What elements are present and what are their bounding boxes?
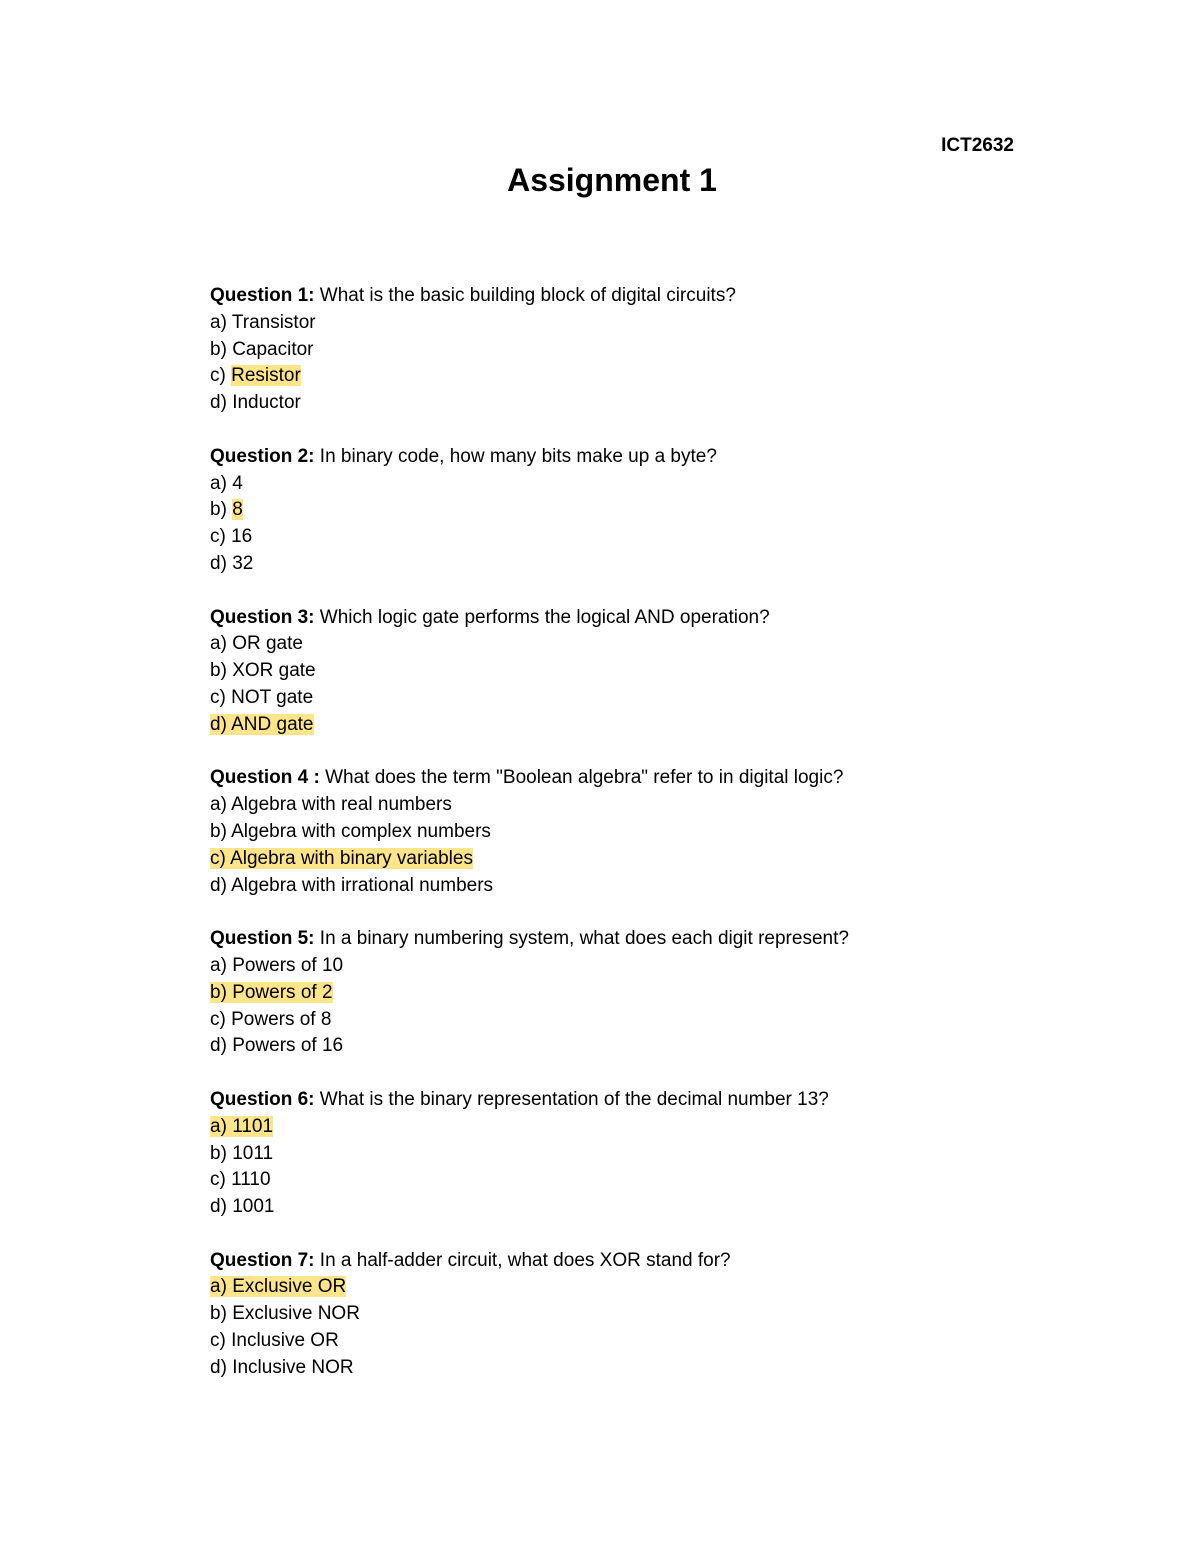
option-letter: a) [210,633,233,655]
question-text: Which logic gate performs the logical AND operation? [314,606,770,628]
option-letter: a) [210,1115,233,1137]
option-text: Algebra with binary variables [230,847,473,869]
option-letter: a) [210,1276,233,1298]
answer-option [210,792,1090,819]
option-letter: a) [210,311,232,333]
question-label: Question 6: [210,1088,315,1110]
option-letter: b) [210,981,233,1003]
answer-option [210,631,1090,658]
answer-option [210,1355,1090,1382]
question-label: Question 1: [210,285,315,306]
question-text: In binary code, how many bits make up a byte? [314,445,717,467]
option-letter: b) [210,820,232,842]
answer-option [210,363,1090,390]
option-text: Powers of 8 [231,1008,332,1030]
page-title: Assignment 1 [507,162,717,198]
question-prompt [210,1087,1090,1114]
answer-option [210,819,1090,846]
option-letter: d) [210,1196,233,1218]
answer-highlight [210,982,333,1003]
question-prompt [210,283,1090,310]
question-label: Question 4 : [210,767,320,789]
answer-option [210,1194,1090,1221]
question-block-3 [210,605,1090,739]
option-letter: d) [210,1356,233,1378]
answer-option [210,953,1090,980]
option-letter: b) [210,1142,233,1164]
option-letter: d) [210,1035,233,1057]
answer-option [210,1167,1090,1194]
question-block-7 [210,1248,1090,1382]
option-text: 1110 [231,1169,271,1191]
answer-option [210,1274,1090,1301]
option-text: Inclusive NOR [232,1356,354,1378]
answer-option [210,337,1090,364]
option-letter: b) [210,338,233,360]
answer-highlight [210,714,314,735]
answer-highlight [210,1276,346,1297]
option-text-highlighted: Resistor [231,365,301,387]
option-text: Exclusive NOR [232,1303,360,1325]
question-block-2 [210,444,1090,578]
answer-option [210,310,1090,337]
answer-option [210,1033,1090,1060]
option-letter: c) [210,526,232,548]
course-code: ICT2632 [941,135,1014,156]
option-text: 32 [232,552,254,574]
option-letter: c) [210,1169,232,1191]
answer-highlight [210,1116,273,1137]
option-letter: c) [210,686,232,708]
option-text: Algebra with real numbers [231,794,452,816]
option-text: Powers of 10 [232,954,344,976]
option-text: Algebra with irrational numbers [231,874,494,896]
answer-option [210,846,1090,873]
option-text: Transistor [231,311,316,333]
option-text: 16 [231,526,253,548]
option-letter: b) [210,499,233,521]
question-text: What does the term "Boolean algebra" refer to in digital logic? [319,767,844,789]
option-letter: c) [210,365,232,387]
option-letter: d) [210,552,233,574]
answer-option [210,551,1090,578]
option-text: Powers of 2 [232,981,333,1003]
option-letter: a) [210,794,232,816]
option-letter: d) [210,874,232,896]
option-text: Powers of 16 [232,1035,344,1057]
option-text: Inductor [232,392,301,414]
answer-option [210,1114,1090,1141]
option-text: Inclusive OR [231,1330,339,1352]
answer-option [210,1301,1090,1328]
option-text: 1011 [232,1142,274,1164]
option-text: Capacitor [232,338,314,360]
question-text: In a half-adder circuit, what does XOR stand for? [314,1249,731,1271]
question-prompt [210,926,1090,953]
question-label: Question 5: [210,928,315,950]
answer-option [210,658,1090,685]
option-text: Algebra with complex numbers [231,820,491,842]
question-list [210,283,1090,1408]
option-text: 1101 [232,1115,274,1137]
question-block-4 [210,765,1090,899]
option-letter: c) [210,1008,232,1030]
question-label: Question 3: [210,606,315,628]
question-prompt [210,1248,1090,1275]
answer-option [210,980,1090,1007]
question-label: Question 7: [210,1249,315,1271]
question-text: What is the binary representation of the decimal number 13? [314,1088,829,1110]
answer-option [210,471,1090,498]
answer-option [210,873,1090,900]
answer-option [210,497,1090,524]
question-prompt [210,605,1090,632]
question-block-5 [210,926,1090,1060]
option-text: XOR gate [232,660,316,682]
question-prompt [210,444,1090,471]
question-prompt [210,765,1090,792]
question-block-6 [210,1087,1090,1221]
option-text: 1001 [232,1196,275,1218]
answer-option [210,1141,1090,1168]
question-label: Question 2: [210,445,315,467]
option-text: NOT gate [231,686,314,708]
answer-highlight [210,848,473,869]
option-letter: c) [210,847,231,869]
option-letter: d) [210,713,232,735]
option-text: OR gate [232,633,303,655]
question-text: What is the basic building block of digital circuits? [314,285,736,306]
option-letter: d) [210,392,233,414]
option-letter: a) [210,954,233,976]
answer-option [210,712,1090,739]
answer-option [210,685,1090,712]
option-letter: b) [210,660,233,682]
option-text-highlighted: 8 [232,499,243,521]
answer-option [210,524,1090,551]
option-text: AND gate [231,713,314,735]
question-block-1 [210,283,1090,417]
option-letter: b) [210,1303,233,1325]
answer-option [210,1328,1090,1355]
question-text: In a binary numbering system, what does each digit represent? [314,928,849,950]
option-text: Exclusive OR [232,1276,347,1298]
answer-option [210,390,1090,417]
option-text: 4 [232,472,243,494]
answer-option [210,1007,1090,1034]
option-letter: a) [210,472,233,494]
option-letter: c) [210,1330,232,1352]
